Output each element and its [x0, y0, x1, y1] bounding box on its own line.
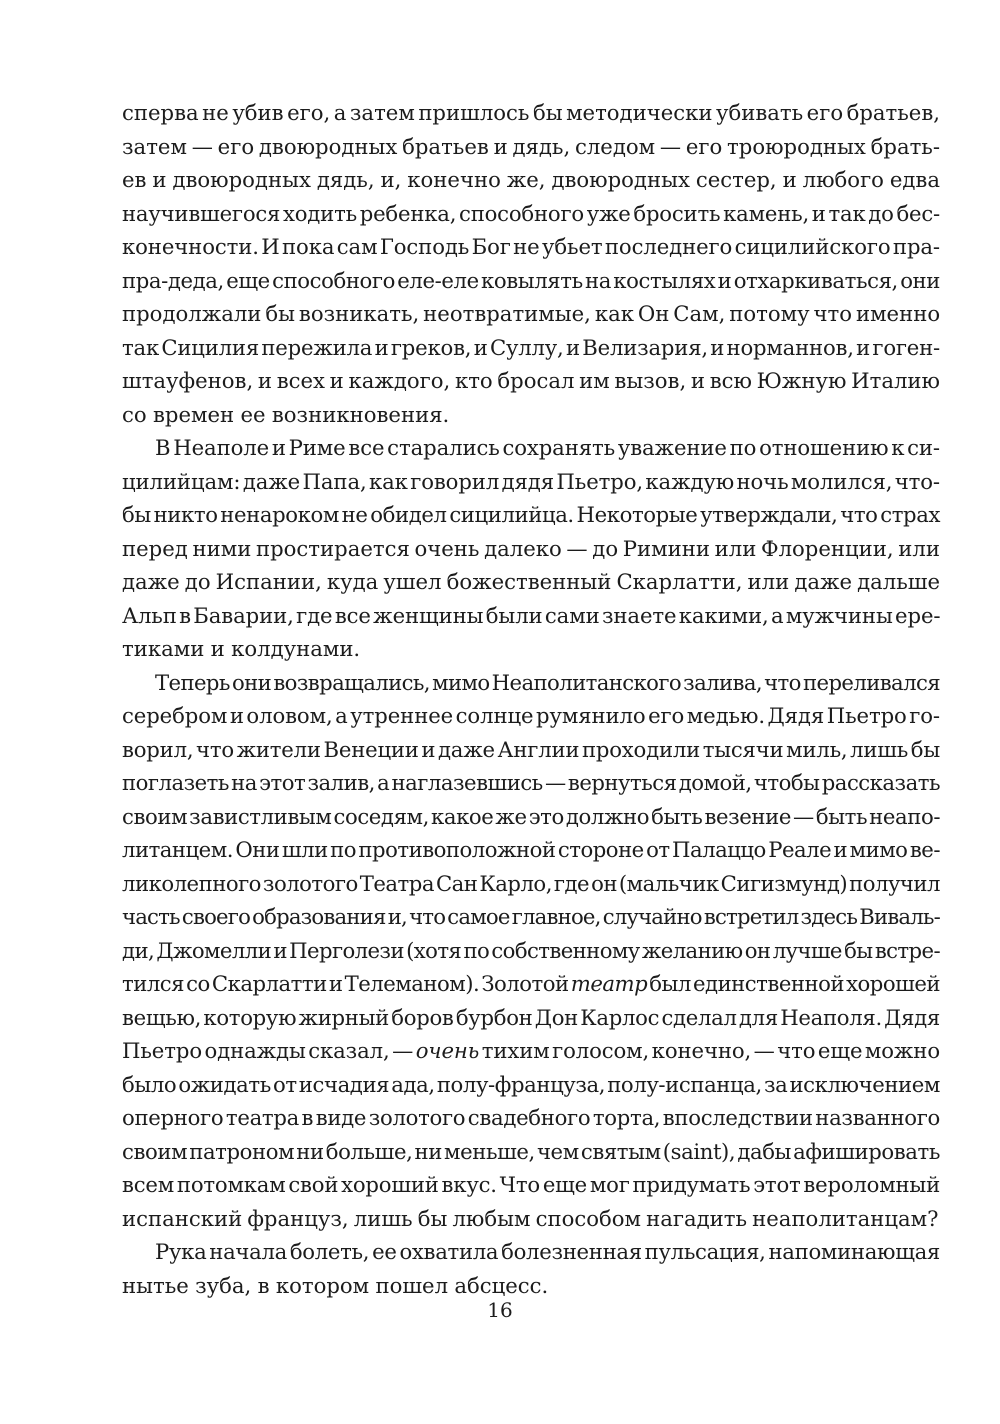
text-line: ди, Джомелли и Перголези (хотя по собственному желанию он лучше бы встре-	[122, 937, 940, 963]
text-line: так Сицилия пережила и греков, и Суллу, и Велизария, и норманнов, и гоген-	[122, 334, 940, 360]
text-line: сперва не убив его, а затем пришлось бы методически убивать его братьев,	[122, 100, 940, 125]
text-line: всем потомкам свой хороший вкус. Что еще мог придумать этот вероломный	[122, 1172, 940, 1197]
text-line: Альп в Баварии, где все женщины были сами знаете какими, а мужчины ере-	[122, 602, 941, 628]
emphasis: очень	[415, 1038, 480, 1063]
text-line: тился со Скарлатти и Телеманом). Золотой театр был единственной хорошей	[122, 971, 940, 996]
text-line: испанский француз, лишь бы любым способом нагадить неаполитанцам?	[122, 1205, 939, 1231]
text-line: было ожидать от исчадия ада, полу-француза, полу-испанца, за исключением	[122, 1071, 940, 1097]
text-line: штауфенов, и всех и каждого, кто бросал им вызов, и всю Южную Италию	[122, 368, 940, 393]
paragraph-2	[122, 431, 940, 666]
text-line: тиками и колдунами.	[122, 636, 361, 661]
text-line: затем — его двоюродных братьев и дядь, следом — его троюродных брать-	[122, 133, 940, 159]
text-line: даже до Испании, куда ушел божественный Скарлатти, или даже дальше	[122, 569, 940, 594]
text-line: Теперь они возвращались, мимо Неаполитанского залива, что переливался	[155, 669, 940, 695]
text-line: вещью, которую жирный боров бурбон Дон Карлос сделал для Неаполя. Дядя	[122, 1004, 940, 1030]
text-line: научившегося ходить ребенка, способного уже бросить камень, и так до бес-	[122, 200, 940, 226]
text-line: цилийцам: даже Папа, как говорил дядя Пьетро, каждую ночь молился, что-	[122, 468, 940, 494]
page-number: 16	[487, 1298, 513, 1322]
text-line: перед ними простирается очень далеко — до Римини или Флоренции, или	[122, 535, 940, 561]
text-line: ворил, что жители Венеции и даже Англии проходили тысячи миль, лишь бы	[122, 736, 940, 762]
text-line: Рука начала болеть, ее охватила болезненная пульсация, напоминающая	[155, 1239, 940, 1264]
paragraph-1	[122, 96, 940, 431]
text-line: своим патроном ни больше, ни меньше, чем святым (saint), дабы афишировать	[122, 1138, 940, 1164]
text-line: Пьетро однажды сказал, — очень тихим голосом, конечно, — что еще можно	[122, 1038, 940, 1063]
text-line: конечности. И пока сам Господь Бог не убьет последнего сицилийского пра-	[122, 234, 940, 259]
text-line: со времен ее возникновения.	[122, 401, 450, 427]
text-line: ликолепного золотого Театра Сан Карло, где он (мальчик Сигизмунд) получил	[122, 870, 940, 896]
text-line: поглазеть на этот залив, а наглазевшись — вернуться домой, чтобы рассказать	[122, 770, 940, 795]
paragraph-4	[122, 1235, 940, 1302]
text-line: часть своего образования и, что самое главное, случайно встретил здесь Виваль-	[122, 904, 940, 929]
text-line: оперного театра в виде золотого свадебного торта, впоследствии названного	[122, 1105, 940, 1130]
text-line: ев и двоюродных дядь, и, конечно же, двоюродных сестер, и любого едва	[122, 167, 940, 192]
text-line: продолжали бы возникать, неотвратимые, как Он Сам, потому что именно	[122, 301, 941, 326]
text-line: серебром и оловом, а утреннее солнце румянило его медью. Дядя Пьетро го-	[122, 703, 940, 728]
text-line: бы никто ненароком не обидел сицилийца. Некоторые утверждали, что страх	[122, 502, 940, 527]
paragraph-3	[122, 666, 940, 1236]
book-page-text	[122, 96, 940, 1302]
emphasis: театр	[570, 971, 648, 996]
text-line: своим завистливым соседям, какое же это должно быть везение — быть неапо-	[122, 803, 941, 829]
text-line: литанцем. Они шли по противоположной стороне от Палаццо Реале и мимо ве-	[122, 837, 940, 862]
text-line: В Неаполе и Риме все старались сохранять уважение по отношению к си-	[155, 435, 940, 460]
text-line: нытье зуба, в котором пошел абсцесс.	[122, 1272, 549, 1298]
text-line: пра-деда, еще способного еле-еле ковылять на костылях и отхаркиваться, они	[122, 267, 940, 293]
